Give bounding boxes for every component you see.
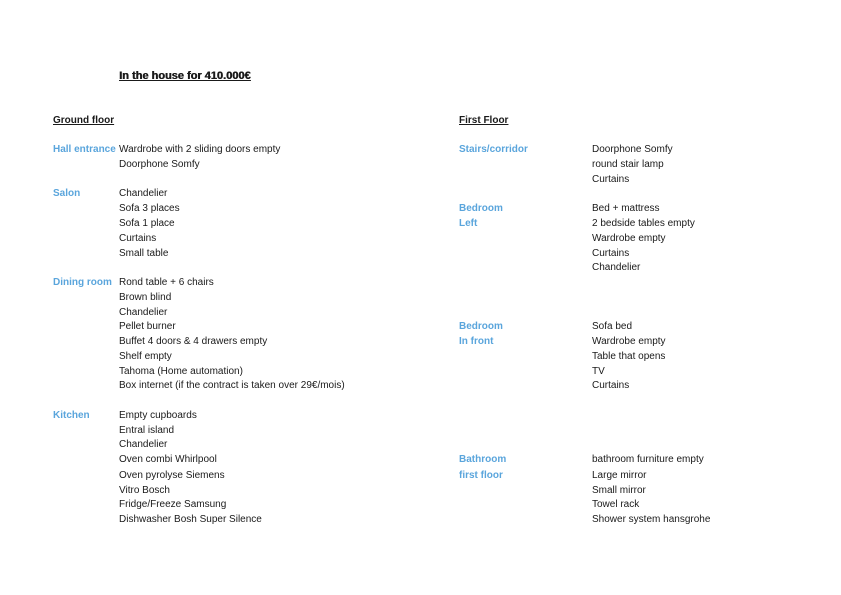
room-label-dining-room: Dining room bbox=[53, 277, 112, 288]
room-label-stairs-corridor: Stairs/corridor bbox=[459, 144, 528, 155]
list-item: Doorphone Somfy bbox=[592, 144, 673, 155]
list-item: Curtains bbox=[119, 233, 157, 244]
list-item: Sofa bed bbox=[592, 321, 633, 332]
list-item: Wardrobe empty bbox=[592, 233, 666, 244]
list-item: Towel rack bbox=[592, 499, 640, 510]
list-item: Curtains bbox=[592, 174, 630, 185]
list-item: Doorphone Somfy bbox=[119, 159, 200, 170]
list-item: Empty cupboards bbox=[119, 410, 197, 421]
list-item: Buffet 4 doors & 4 drawers empty bbox=[119, 336, 268, 347]
room-label-kitchen: Kitchen bbox=[53, 410, 90, 421]
room-label-bedroom-left: Left bbox=[459, 218, 478, 229]
page-title: In the house for 410.000€ bbox=[119, 70, 251, 82]
list-item: Small table bbox=[119, 248, 169, 259]
list-item: Tahoma (Home automation) bbox=[119, 366, 243, 377]
list-item: Fridge/Freeze Samsung bbox=[119, 499, 227, 510]
list-item: TV bbox=[592, 366, 605, 377]
list-item: Shelf empty bbox=[119, 351, 172, 362]
ground-floor-heading: Ground floor bbox=[53, 115, 115, 126]
list-item: Sofa 1 place bbox=[119, 218, 175, 229]
list-item: Sofa 3 places bbox=[119, 203, 180, 214]
room-label-bathroom: Bathroom bbox=[459, 454, 507, 465]
room-label-bathroom-first-floor: first floor bbox=[459, 470, 503, 481]
list-item: Entral island bbox=[119, 425, 175, 436]
list-item: Curtains bbox=[592, 248, 630, 259]
list-item: Vitro Bosch bbox=[119, 485, 170, 496]
list-item: Dishwasher Bosh Super Silence bbox=[119, 514, 262, 525]
list-item: Bed + mattress bbox=[592, 203, 660, 214]
list-item: Oven pyrolyse Siemens bbox=[119, 470, 225, 481]
list-item: round stair lamp bbox=[592, 159, 664, 170]
list-item: Oven combi Whirlpool bbox=[119, 454, 217, 465]
room-label-bedroom-in-front: In front bbox=[459, 336, 494, 347]
list-item: Pellet burner bbox=[119, 321, 176, 332]
list-item: Table that opens bbox=[592, 351, 666, 362]
list-item: Large mirror bbox=[592, 470, 647, 481]
list-item: Chandelier bbox=[119, 188, 168, 199]
list-item: Wardrobe empty bbox=[592, 336, 666, 347]
list-item: bathroom furniture empty bbox=[592, 454, 704, 465]
list-item: Small mirror bbox=[592, 485, 646, 496]
list-item: Shower system hansgrohe bbox=[592, 514, 711, 525]
room-label-salon: Salon bbox=[53, 188, 81, 199]
first-floor-heading: First Floor bbox=[459, 115, 509, 126]
list-item: Curtains bbox=[592, 380, 630, 391]
list-item: Wardrobe with 2 sliding doors empty bbox=[119, 144, 281, 155]
list-item: Rond table + 6 chairs bbox=[119, 277, 214, 288]
list-item: Box internet (if the contract is taken over 29€/mois) bbox=[119, 380, 345, 391]
list-item: Chandelier bbox=[119, 307, 168, 318]
list-item: Brown blind bbox=[119, 292, 172, 303]
room-label-bedroom: Bedroom bbox=[459, 321, 503, 332]
room-label-bedroom: Bedroom bbox=[459, 203, 503, 214]
list-item: Chandelier bbox=[119, 439, 168, 450]
room-label-hall-entrance: Hall entrance bbox=[53, 144, 116, 155]
list-item: 2 bedside tables empty bbox=[592, 218, 695, 229]
list-item: Chandelier bbox=[592, 262, 641, 273]
